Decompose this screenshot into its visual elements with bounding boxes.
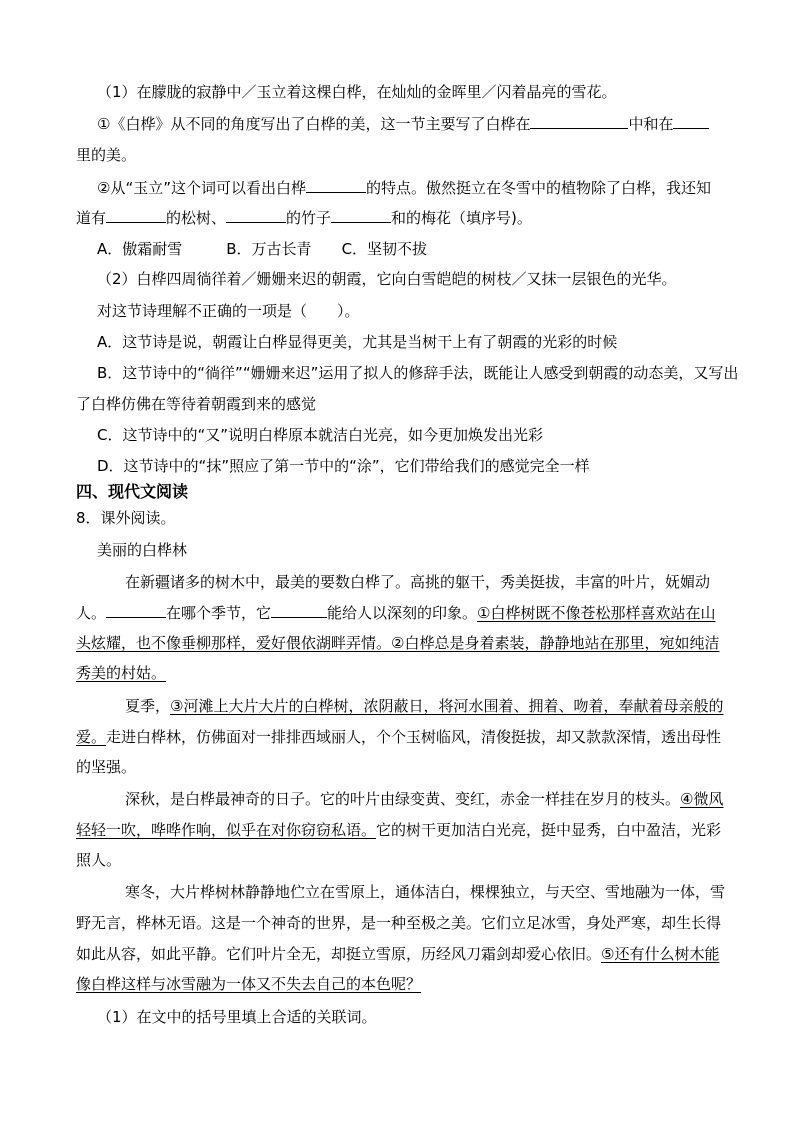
- sub-question-1: （1）在文中的括号里填上合适的关联词。: [97, 1008, 377, 1026]
- text: 道有: [76, 209, 107, 227]
- underlined-sentence-5: 像白桦这样与冰雪融为一体又不失去自己的本色呢？: [76, 975, 422, 993]
- text: 走进白桦林，仿佛面对一排排西域丽人，个个玉树临风，清俊挺拔，却又款款深情，透出母性: [106, 728, 722, 746]
- article-title: 美丽的白桦林: [97, 541, 188, 559]
- underlined-sentence-2: 秀美的村姑。: [76, 664, 167, 682]
- blank: [226, 207, 286, 223]
- question-2-option-a: A．这节诗是说，朝霞让白桦显得更美，尤其是当树干上有了朝霞的光彩的时候: [97, 333, 618, 351]
- blank: [306, 177, 366, 193]
- blank: [271, 602, 327, 618]
- option-c: C．坚韧不拔: [341, 240, 428, 258]
- underlined-sentence-3: ③河滩上大片大片的白桦树，浓阴蔽日，将河水围着、拥着、吻着，奉献着母亲般的: [170, 697, 724, 715]
- paragraph-1-line-1: 在新疆诸多的树木中，最美的要数白桦了。高挑的躯干，秀美挺拔，丰富的叶片，妩媚动: [125, 573, 711, 591]
- question-1-options: [97, 238, 427, 260]
- question-8-label: 8．课外阅读。: [76, 509, 176, 527]
- paragraph-4-line-4: [76, 973, 421, 995]
- text: 能给人以深刻的印象。: [327, 604, 478, 622]
- question-2-option-b-line-2: 了白桦仿佛在等待着朝霞到来的感觉: [76, 395, 317, 413]
- paragraph-3-line-1: [125, 788, 723, 810]
- text: 它的树干更加洁白光亮，挺中显秀，白中盈洁，光彩: [376, 821, 722, 839]
- paragraph-4-line-2: 野无言，桦林无语。这是一个神奇的世界，是一种至极之美。它们立足冰雪，身处严寒，却生长得: [76, 914, 722, 932]
- paragraph-2-line-3: 的坚强。: [76, 758, 137, 776]
- underlined-sentence-3: 爱。: [76, 728, 107, 746]
- blank: [106, 207, 166, 223]
- question-2-option-b-line-1: B．这节诗中的“徜徉”“姗姗来迟”运用了拟人的修辞手法，既能让人感受到朝霞的动态美，又写出: [97, 364, 739, 382]
- blank: [673, 113, 709, 129]
- text: ①《白桦》从不同的角度写出了白桦的美，这一节主要写了白桦在: [97, 115, 531, 133]
- question-2-option-d: D．这节诗中的“抹”照应了第一节中的“涂”，它们带给我们的感觉完全一样: [97, 457, 590, 475]
- paragraph-4-line-1: 寒冬，大片桦树林静静地伫立在雪原上，通体洁白，棵棵独立，与天空、雪地融为一体，雪: [125, 883, 726, 901]
- text: 中和在: [628, 115, 674, 133]
- underlined-sentence-2: ②白桦总是身着素装，静静地站在那里，宛如纯洁: [391, 634, 720, 652]
- text: 人。: [76, 604, 107, 622]
- blank: [331, 207, 391, 223]
- text: 的松树、: [166, 209, 227, 227]
- paragraph-1-line-3: [76, 632, 719, 654]
- paragraph-1-line-4: [76, 662, 166, 684]
- blank: [106, 602, 166, 618]
- question-1-part-1-line-1: [97, 113, 709, 135]
- question-2-ask: 对这节诗理解不正确的一项是（ ）。: [97, 302, 360, 320]
- question-1-stem: （1）在朦胧的寂静中／玉立着这棵白桦，在灿灿的金晖里／闪着晶亮的雪花。: [97, 83, 617, 101]
- question-2-option-c: C．这节诗中的“又”说明白桦原本就洁白光亮，如今更加焕发出光彩: [97, 426, 544, 444]
- question-1-part-2-line-1: [97, 177, 711, 199]
- text: 的竹子: [286, 209, 332, 227]
- underlined-sentence-4: 轻轻一吹，哗哗作响，似乎在对你窃窃私语。: [76, 821, 377, 839]
- paragraph-3-line-2: [76, 819, 721, 841]
- blank: [530, 113, 628, 129]
- underlined-sentence-4: ④微风: [680, 790, 724, 808]
- text: 在哪个季节，它: [166, 604, 272, 622]
- paragraph-3-line-3: 照人。: [76, 851, 122, 869]
- question-1-part-2-line-2: [76, 207, 532, 229]
- paragraph-4-line-3: [76, 943, 719, 965]
- text: 和的梅花（填序号)。: [391, 209, 532, 227]
- text: ②从“玉立”这个词可以看出白桦: [97, 179, 306, 197]
- underlined-sentence-1: 头炫耀，也不像垂柳那样，爱好偎依湖畔弄情。: [76, 634, 392, 652]
- text: 如此从容，如此平静。它们叶片全无，却挺立雪原，历经风刀霜剑却爱心依旧。: [76, 945, 602, 963]
- text: 的特点。傲然挺立在冬雪中的植物除了白桦，我还知: [366, 179, 712, 197]
- underlined-sentence-1: ①白桦树既不像苍松那样喜欢站在山: [477, 604, 716, 622]
- paragraph-2-line-2: [76, 726, 721, 748]
- option-a: A．傲霜耐雪: [97, 240, 183, 258]
- option-b: B．万古长青: [226, 240, 312, 258]
- section-title: 四、现代文阅读: [76, 482, 189, 501]
- text: 夏季，: [125, 697, 171, 715]
- underlined-sentence-5: ⑤还有什么树木能: [601, 945, 720, 963]
- question-1-part-1-line-2: 里的美。: [76, 146, 137, 164]
- paragraph-2-line-1: [125, 695, 723, 717]
- question-2-stem: （2）白桦四周徜徉着／姗姗来迟的朝霞，它向白雪皑皑的树枝／又抹一层银色的光华。: [97, 270, 677, 288]
- paragraph-1-line-2: [76, 602, 716, 624]
- text: 深秋，是白桦最神奇的日子。它的叶片由绿变黄、变红，赤金一样挂在岁月的枝头。: [125, 790, 681, 808]
